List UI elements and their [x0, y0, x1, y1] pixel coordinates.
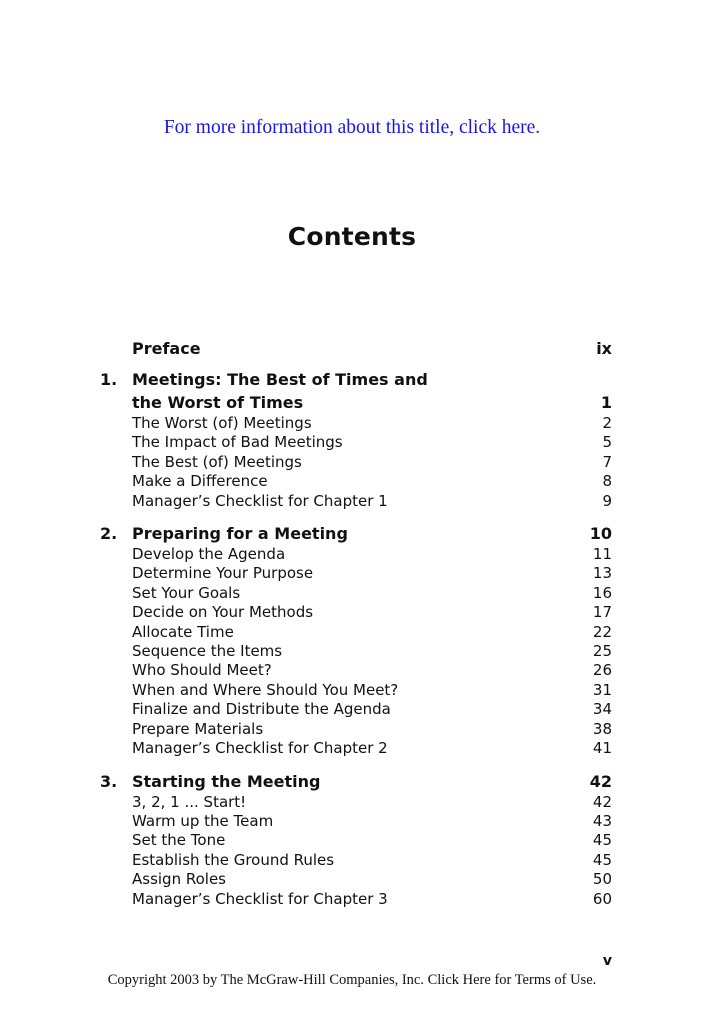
- chapter-1-title-line1: Meetings: The Best of Times and: [132, 370, 428, 389]
- toc-entry[interactable]: [100, 642, 612, 661]
- toc-preface-page: ix: [596, 339, 612, 358]
- toc-entry-label: Decide on Your Methods: [132, 603, 314, 622]
- toc-entry-page: 13: [592, 564, 612, 583]
- toc-entry-page: 22: [592, 622, 612, 641]
- toc-entry-label: Who Should Meet?: [132, 661, 272, 680]
- toc-entry-page: 2: [602, 414, 612, 432]
- toc-entry[interactable]: [100, 681, 612, 700]
- chapter-1-page: 1: [600, 393, 612, 412]
- toc-entry-label: Warm up the Team: [132, 811, 274, 830]
- toc-entry-label: Allocate Time: [132, 622, 234, 641]
- toc-entry[interactable]: [100, 890, 612, 909]
- toc-entry[interactable]: [100, 623, 612, 642]
- toc-entry-page: 25: [592, 642, 612, 661]
- toc-entry-page: 26: [592, 661, 612, 680]
- toc-entry-page: 9: [602, 491, 612, 510]
- toc-entry-label: Manager’s Checklist for Chapter 1: [132, 491, 388, 510]
- toc-entry-label: Manager’s Checklist for Chapter 2: [132, 739, 388, 758]
- toc-entry-label: 3, 2, 1 ... Start!: [132, 792, 247, 811]
- toc-entry-page: 8: [602, 472, 612, 491]
- toc-entry[interactable]: [100, 812, 612, 831]
- copyright-terms-link[interactable]: Copyright 2003 by The McGraw-Hill Companies, Inc. Click Here for Terms of Use.: [107, 972, 597, 988]
- chapter-2-page: 10: [589, 524, 612, 544]
- chapter-2-number: 2.: [100, 524, 118, 544]
- toc-entry[interactable]: [100, 739, 612, 758]
- toc-entry-label: Determine Your Purpose: [132, 564, 314, 583]
- chapter-1-title-line2: the Worst of Times: [132, 393, 304, 412]
- toc-entry-label: The Worst (of) Meetings: [132, 414, 312, 432]
- toc-entry-label: Finalize and Distribute the Agenda: [132, 700, 391, 719]
- toc-entry-page: 60: [592, 889, 612, 908]
- toc-entry[interactable]: [100, 472, 612, 491]
- toc-entry-page: 38: [592, 719, 612, 738]
- toc-entry[interactable]: [100, 433, 612, 452]
- toc-entry[interactable]: [100, 661, 612, 680]
- toc-entry[interactable]: [100, 564, 612, 583]
- toc-entry-label: Establish the Ground Rules: [132, 850, 335, 869]
- toc-entry-page: 5: [602, 433, 612, 452]
- toc-entry[interactable]: [100, 414, 612, 433]
- page-title: Contents: [287, 222, 417, 251]
- toc-entry-page: 41: [592, 739, 612, 758]
- toc-entry[interactable]: [100, 720, 612, 739]
- chapter-3-title: Starting the Meeting: [132, 771, 321, 791]
- toc-entry-label: The Impact of Bad Meetings: [132, 433, 343, 452]
- toc-entry[interactable]: [100, 793, 612, 812]
- toc-entry-label: The Best (of) Meetings: [132, 452, 302, 471]
- page-number: v: [602, 953, 612, 969]
- toc-entry[interactable]: [100, 584, 612, 603]
- toc-chapter-1-heading-line2[interactable]: [100, 391, 612, 414]
- toc-entry-page: 45: [592, 831, 612, 850]
- toc-entry[interactable]: [100, 851, 612, 870]
- toc-chapter-3-heading[interactable]: [100, 770, 612, 793]
- toc-preface-label: Preface: [132, 339, 201, 358]
- toc-entry-label: Assign Roles: [132, 870, 226, 889]
- toc-entry[interactable]: [100, 603, 612, 622]
- toc-entry-label: Prepare Materials: [132, 719, 264, 738]
- toc-entry[interactable]: [100, 870, 612, 889]
- toc-entry[interactable]: [100, 831, 612, 850]
- toc-entry-page: 17: [592, 603, 612, 622]
- toc-entry-label: Develop the Agenda: [132, 545, 286, 564]
- toc-chapter-2-heading[interactable]: [100, 522, 612, 545]
- toc-entry-label: Make a Difference: [132, 472, 268, 491]
- chapter-1-number: 1.: [100, 370, 118, 389]
- toc-entry-page: 31: [592, 680, 612, 699]
- toc-entry-label: Sequence the Items: [132, 642, 283, 661]
- toc-entry-label: Manager’s Checklist for Chapter 3: [132, 889, 388, 908]
- toc-entry-page: 42: [592, 792, 612, 811]
- toc-entry[interactable]: [100, 492, 612, 511]
- toc-entry-label: When and Where Should You Meet?: [132, 680, 399, 699]
- toc-entry[interactable]: [100, 700, 612, 719]
- chapter-3-number: 3.: [100, 771, 118, 791]
- toc-entry-page: 45: [592, 850, 612, 869]
- toc-entry-page: 34: [592, 700, 612, 719]
- toc-entry[interactable]: [100, 453, 612, 472]
- toc-entry-label: Set Your Goals: [132, 583, 241, 602]
- toc-preface[interactable]: [100, 337, 612, 360]
- more-info-link[interactable]: For more information about this title, click here.: [163, 117, 541, 138]
- toc-entry-page: 16: [592, 583, 612, 602]
- toc-entry-page: 7: [602, 452, 612, 471]
- toc-entry-page: 43: [592, 811, 612, 830]
- table-of-contents: [100, 337, 612, 909]
- toc-entry[interactable]: [100, 545, 612, 564]
- chapter-2-title: Preparing for a Meeting: [132, 524, 348, 544]
- chapter-3-page: 42: [589, 771, 612, 791]
- toc-entry-page: 50: [592, 870, 612, 889]
- toc-chapter-1-heading-line1[interactable]: [100, 368, 612, 391]
- toc-entry-page: 11: [592, 545, 612, 564]
- toc-entry-label: Set the Tone: [132, 831, 226, 850]
